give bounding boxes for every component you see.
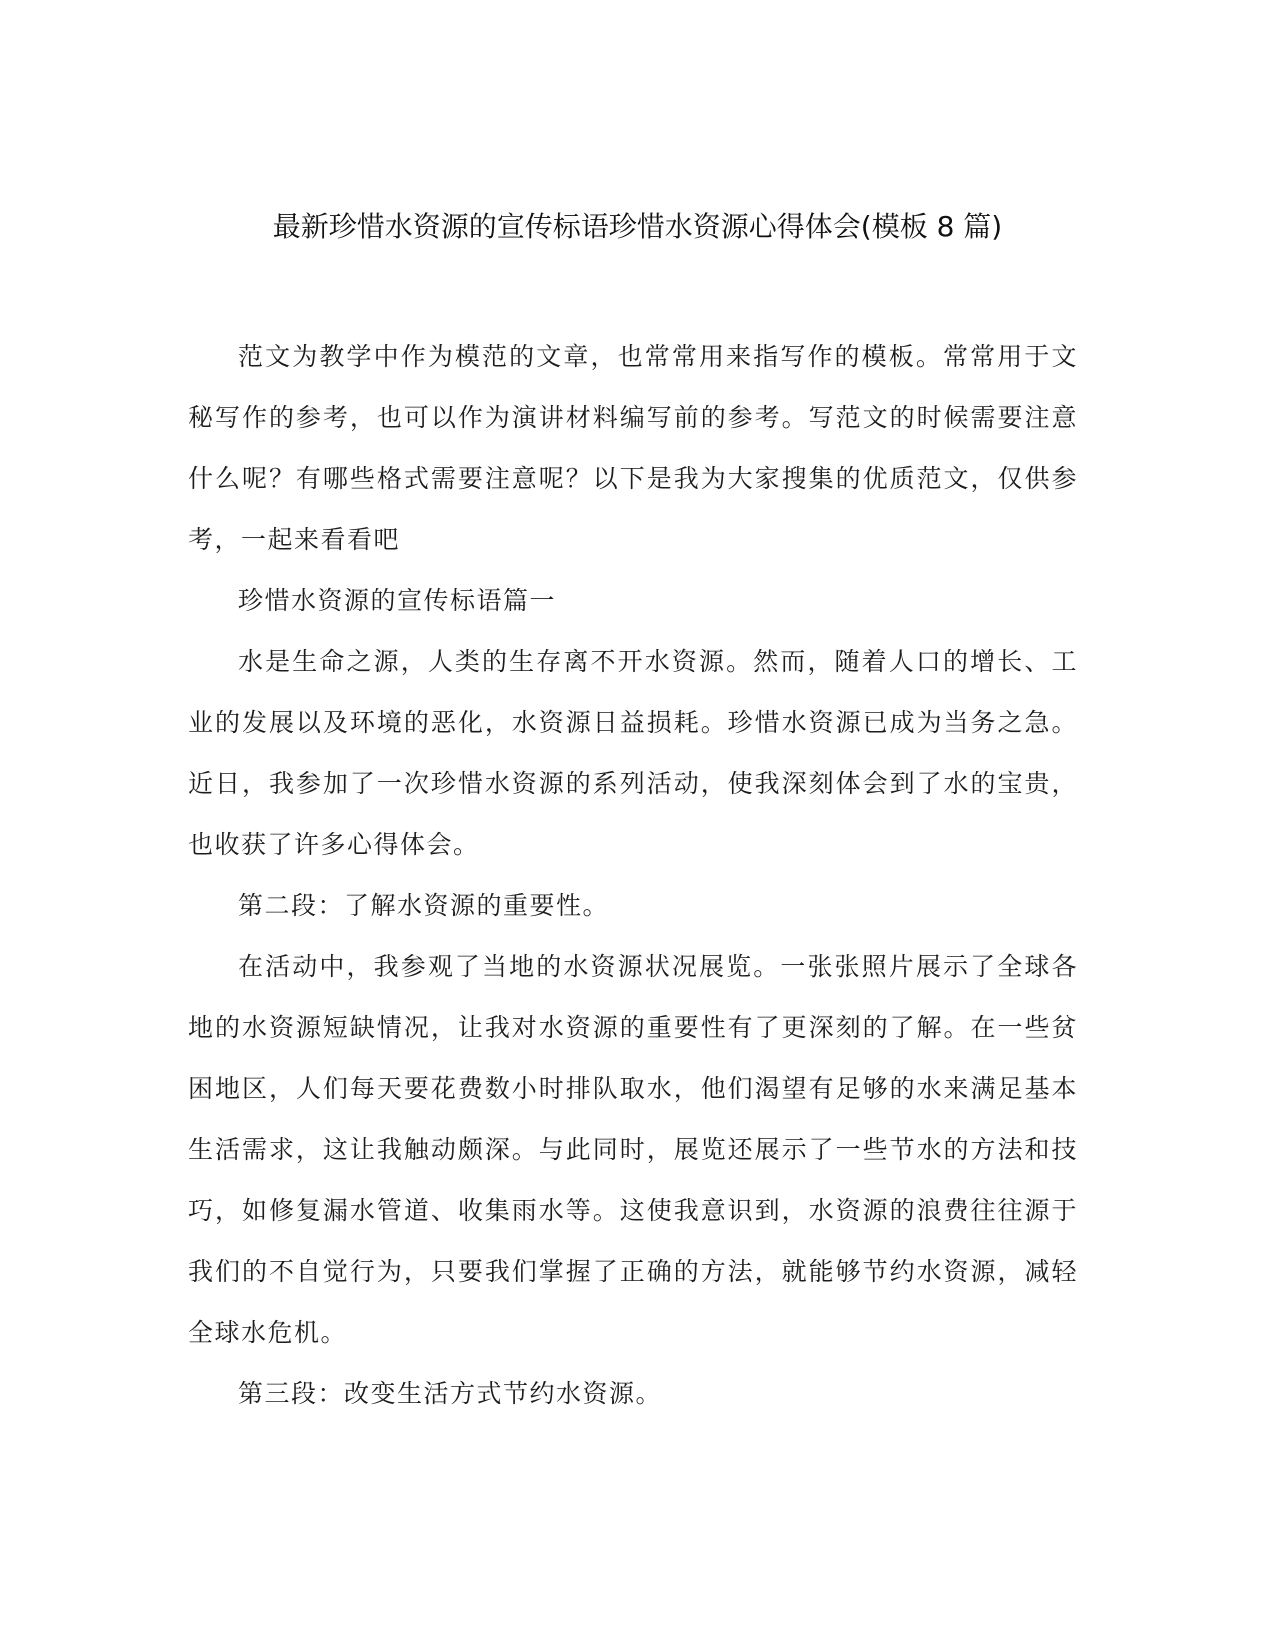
document-title: 最新珍惜水资源的宣传标语珍惜水资源心得体会(模板 8 篇) [272, 210, 1003, 243]
intro-paragraph: 范文为教学中作为模范的文章，也常常用来指写作的模板。常常用于文秘写作的参考，也可以作为演讲材料编写前的参考。写范文的时候需要注意什么呢？有哪些格式需要注意呢？以下是我为大家搜集的优质范文，仅供参考，一起来看看吧 [188, 342, 1078, 554]
body-paragraph: 在活动中，我参观了当地的水资源状况展览。一张张照片展示了全球各地的水资源短缺情况，让我对水资源的重要性有了更深刻的了解。在一些贫困地区，人们每天要花费数小时排队取水，他们渴望有足够的水来满足基本生活需求，这让我触动颇深。与此同时，展览还展示了一些节水的方法和技巧，如修复漏水管道、收集雨水等。这使我意识到，水资源的浪费往往源于我们的不自觉行为，只要我们掌握了正确的方法，就能够节约水资源，减轻全球水危机。 [188, 952, 1078, 1347]
section-heading: 珍惜水资源的宣传标语篇一 [238, 586, 557, 615]
document-body [188, 326, 1078, 1424]
section-heading: 第二段：了解水资源的重要性。 [238, 891, 610, 920]
body-paragraph: 水是生命之源，人类的生存离不开水资源。然而，随着人口的增长、工业的发展以及环境的恶化，水资源日益损耗。珍惜水资源已成为当务之急。近日，我参加了一次珍惜水资源的系列活动，使我深刻体会到了水的宝贵，也收获了许多心得体会。 [188, 647, 1078, 859]
section-heading: 第三段：改变生活方式节约水资源。 [238, 1379, 663, 1408]
